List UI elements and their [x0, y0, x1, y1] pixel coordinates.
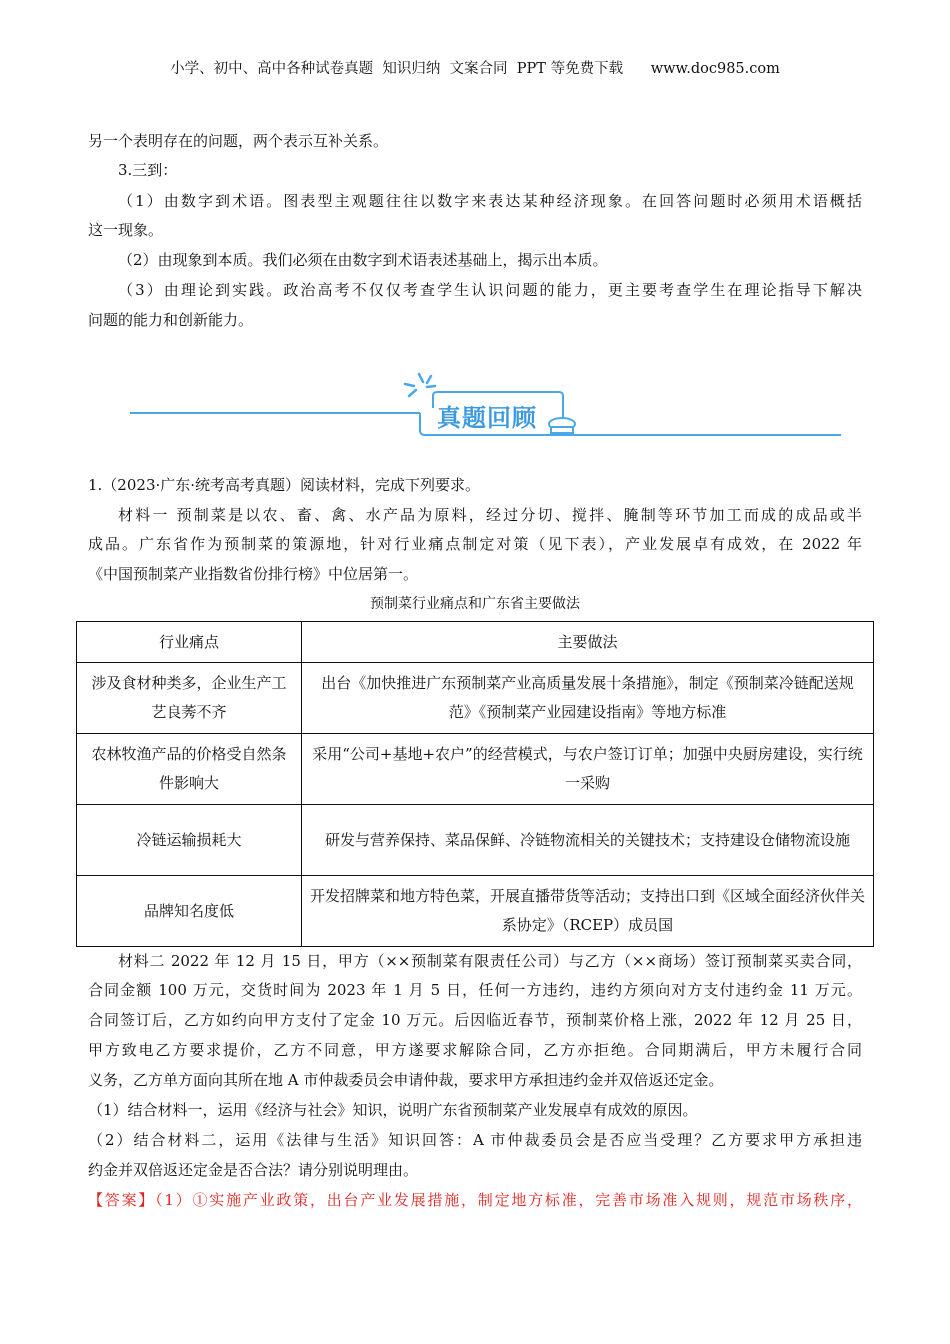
pain-point-cell: 农林牧渔产品的价格受自然条件影响大: [77, 734, 302, 805]
material-two-line: 甲方致电乙方要求提价，乙方不同意，甲方遂要求解除合同，乙方亦拒绝。合同期满后，甲方未履行合同: [88, 1041, 862, 1059]
pain-point-cell: 涉及食材种类多，企业生产工艺良莠不齐: [77, 663, 302, 734]
material-one-line: 成品。广东省作为预制菜的策源地，针对行业痛点制定对策（见下表），产业发展卓有成效，在 2022 年: [88, 535, 862, 553]
pain-point-cell: 品牌知名度低: [77, 876, 302, 947]
material-two-line: 合同签订后，乙方如约向甲方支付了定金 10 万元。后因临近春节，预制菜价格上涨，2022 年 12 月 25 日，: [88, 1011, 862, 1029]
header-pain-point: 行业痛点: [77, 622, 302, 663]
intro-line: 另一个表明存在的问题，两个表示互补关系。: [88, 132, 389, 150]
material-two-line: 合同金额 100 万元，交货时间为 2023 年 1 月 5 日，任何一方违约，违约方须向对方支付违约金 11 万元。: [88, 981, 862, 999]
table-row: [77, 734, 874, 805]
material-two-line: 材料二 2022 年 12 月 15 日，甲方（××预制菜有限责任公司）与乙方（××商场）签订预制菜买卖合同，: [118, 952, 862, 970]
table-row: [77, 663, 874, 734]
measure-cell: 出台《加快推进广东预制菜产业高质量发展十条措施》，制定《预制菜冷链配送规范》《预制菜产业园建设指南》等地方标准: [302, 663, 874, 734]
sub-question-2: （2）结合材料二，运用《法律与生活》知识回答：A 市仲裁委员会是否应当受理？乙方要求甲方承担违: [88, 1131, 862, 1149]
pain-point-cell: 冷链运输损耗大: [77, 805, 302, 876]
table-row: [77, 805, 874, 876]
intro-line: 这一现象。: [88, 221, 164, 239]
measure-cell: 开发招牌菜和地方特色菜，开展直播带货等活动；支持出口到《区域全面经济伙伴关系协定》（RCEP）成员国: [302, 876, 874, 947]
material-two-line: 义务，乙方单方面向其所在地 A 市仲裁委员会申请仲裁，要求甲方承担违约金并双倍返还定金。: [88, 1071, 724, 1089]
table-header-row: [77, 622, 874, 663]
material-one-line: 材料一 预制菜是以农、畜、禽、水产品为原料，经过分切、搅拌、腌制等环节加工而成的成品或半: [118, 506, 862, 524]
banner-title: 真题回顾: [437, 404, 537, 432]
intro-line: （3）由理论到实践。政治高考不仅仅考查学生认识问题的能力，更主要考查学生在理论指导下解决: [118, 281, 862, 299]
measure-cell: 研发与营养保持、菜品保鲜、冷链物流相关的关键技术；支持建设仓储物流设施: [302, 805, 874, 876]
material-one-line: 《中国预制菜产业指数省份排行榜》中位居第一。: [88, 565, 419, 583]
measure-cell: 采用“公司+基地+农户”的经营模式，与农户签订订单；加强中央厨房建设，实行统一采购: [302, 734, 874, 805]
sub-question-2-cont: 约金并双倍返还定金是否合法？请分别说明理由。: [88, 1161, 419, 1179]
intro-line: （1）由数字到术语。图表型主观题往往以数字来表达某种经济现象。在回答问题时必须用术语概括: [118, 192, 862, 210]
intro-line: 问题的能力和创新能力。: [88, 311, 254, 329]
table-caption: 预制菜行业痛点和广东省主要做法: [370, 596, 580, 612]
header-measures: 主要做法: [302, 622, 874, 663]
measures-table: [76, 621, 874, 947]
question-stem: 1.（2023·广东·统考高考真题）阅读材料，完成下列要求。: [88, 476, 481, 494]
intro-heading: 3.三到：: [118, 161, 178, 179]
answer-line: 【答案】（1）①实施产业政策，出台产业发展措施，制定地方标准，完善市场准入规则，规范市场秩序，: [88, 1191, 862, 1209]
table-row: [77, 876, 874, 947]
intro-line: （2）由现象到本质。我们必须在由数字到术语表述基础上，揭示出本质。: [118, 251, 608, 269]
section-banner: [125, 372, 845, 446]
sub-question-1: （1）结合材料一，运用《经济与社会》知识，说明广东省预制菜产业发展卓有成效的原因。: [88, 1101, 698, 1119]
page-header: 小学、初中、高中各种试卷真题 知识归纳 文案合同 PPT 等免费下载 www.doc985.com: [170, 61, 780, 77]
